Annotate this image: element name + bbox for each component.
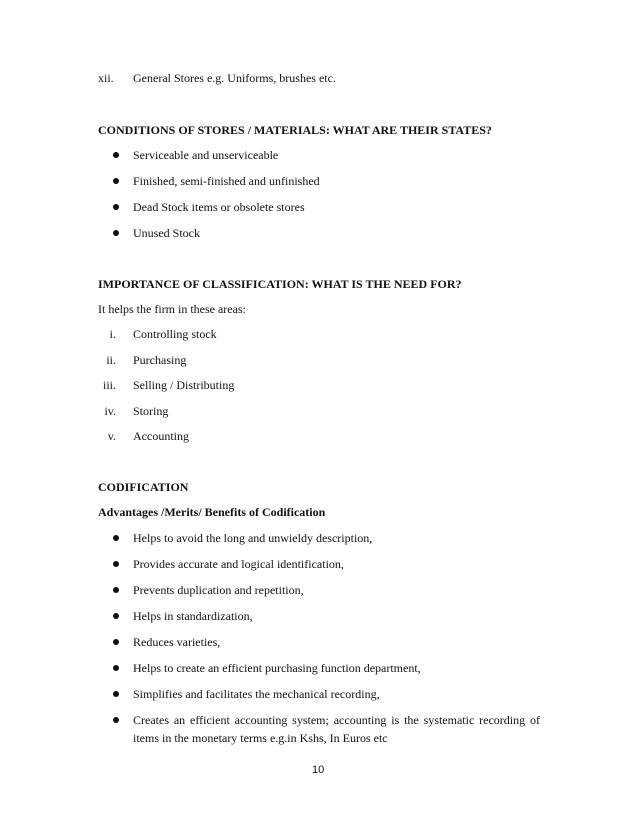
list-number: iii. xyxy=(102,378,116,392)
bullet-icon xyxy=(113,665,119,671)
bullet-icon xyxy=(113,613,119,619)
section-heading-conditions: CONDITIONS OF STORES / MATERIALS: WHAT ARE THEIR STATES? xyxy=(98,123,492,137)
list-item: Purchasing xyxy=(133,353,187,367)
list-number: ii. xyxy=(106,353,116,367)
bullet-icon xyxy=(113,535,119,541)
bullet-icon xyxy=(113,639,119,645)
list-item: Storing xyxy=(133,404,169,418)
list-item: Dead Stock items or obsolete stores xyxy=(133,200,305,214)
list-item: Helps to create an efficient purchasing function department, xyxy=(133,661,421,675)
section-heading-importance: IMPORTANCE OF CLASSIFICATION: WHAT IS THE NEED FOR? xyxy=(98,277,462,291)
list-number: i. xyxy=(109,327,116,341)
bullet-icon xyxy=(113,561,119,567)
list-item: General Stores e.g. Uniforms, brushes etc. xyxy=(133,71,336,85)
bullet-icon xyxy=(113,230,119,236)
list-item: Selling / Distributing xyxy=(133,378,235,392)
bullet-icon xyxy=(113,204,119,210)
bullet-icon xyxy=(113,178,119,184)
list-item: Helps in standardization, xyxy=(133,609,253,623)
list-item: Helps to avoid the long and unwieldy description, xyxy=(133,531,373,545)
bullet-icon xyxy=(113,691,119,697)
list-item-line: items in the monetary terms e.g.in Kshs, In Euros etc xyxy=(133,731,388,745)
section-heading-codification: CODIFICATION xyxy=(98,480,189,494)
list-item: Reduces varieties, xyxy=(133,635,221,649)
list-number: iv. xyxy=(104,404,116,418)
list-item: Simplifies and facilitates the mechanical recording, xyxy=(133,687,380,701)
subheading-advantages: Advantages /Merits/ Benefits of Codification xyxy=(98,505,326,519)
list-item: Unused Stock xyxy=(133,226,200,240)
bullet-icon xyxy=(113,717,119,723)
page-number: 10 xyxy=(312,764,325,776)
list-item-line: Creates an efficient accounting system; accounting is the systematic recording of xyxy=(133,713,540,727)
list-item: Controlling stock xyxy=(133,327,217,341)
list-item: Provides accurate and logical identification, xyxy=(133,557,344,571)
list-number: xii. xyxy=(98,71,114,85)
list-item: Serviceable and unserviceable xyxy=(133,148,279,162)
bullet-icon xyxy=(113,152,119,158)
list-item: Accounting xyxy=(133,429,189,443)
bullet-icon xyxy=(113,587,119,593)
intro-text: It helps the firm in these areas: xyxy=(98,302,246,316)
list-number: v. xyxy=(107,429,116,443)
list-item: Prevents duplication and repetition, xyxy=(133,583,304,597)
list-item: Finished, semi-finished and unfinished xyxy=(133,174,320,188)
